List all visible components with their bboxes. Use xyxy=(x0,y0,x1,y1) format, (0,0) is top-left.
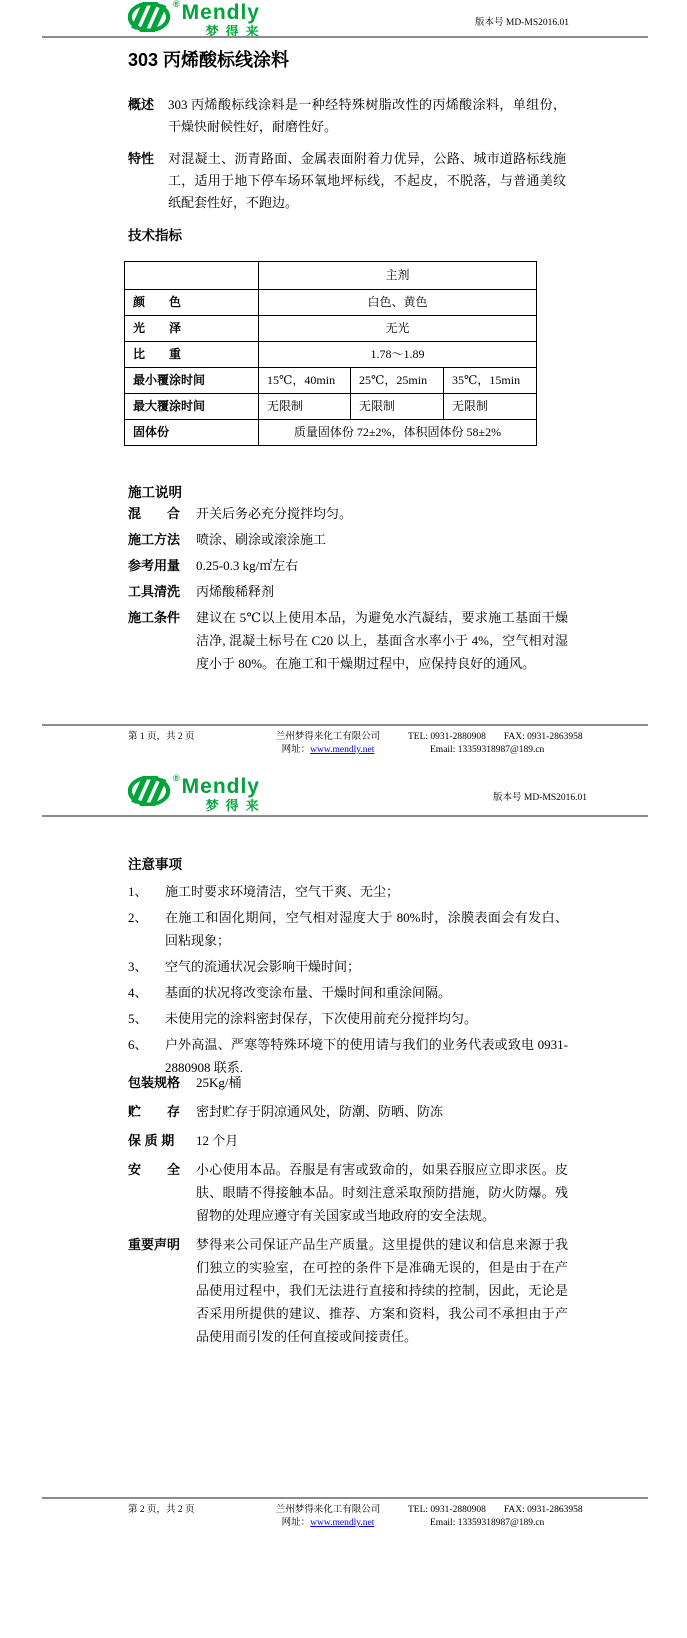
registered-trademark-icon: ® xyxy=(173,773,180,783)
list-item xyxy=(128,1007,568,1030)
feature-text: 对混凝土、沥青路面、金属表面附着力优异，公路、城市道路标线施工，适用于地下停车场环氧地坪标线，不起皮，不脱落，与普通美纹纸配套性好，不跑边。 xyxy=(168,151,566,210)
footer-row-page1 xyxy=(42,731,648,757)
mixing-text: 开关后务必充分搅拌均匀。 xyxy=(196,506,353,521)
spec-solids-label: 固体份 xyxy=(125,420,259,446)
registered-trademark-icon: ® xyxy=(173,0,180,9)
note-text: 施工时要求环境清洁，空气干爽、无尘； xyxy=(165,884,400,899)
footer-rule-page1 xyxy=(42,724,648,726)
list-item xyxy=(128,906,568,952)
dosage-text: 0.25-0.3 kg/㎡左右 xyxy=(196,558,299,573)
shelf-life-text: 12 个月 xyxy=(196,1133,239,1148)
footer-page1 xyxy=(42,724,648,757)
method-label: 施工方法 xyxy=(128,532,181,547)
footer-contact-block xyxy=(398,731,648,757)
method-text: 喷涂、刷涂或滚涂施工 xyxy=(196,532,327,547)
notes-list xyxy=(128,880,568,1082)
spec-min-recoat-25c: 25℃，25min xyxy=(351,368,444,394)
company-name: 兰州梦得来化工有限公司 xyxy=(275,1505,381,1515)
note-text: 户外高温、严寒等特殊环境下的使用请与我们的业务代表或致电 0931-2880908 联系. xyxy=(165,1037,568,1075)
note-text: 空气的流通状况会影响干燥时间； xyxy=(165,959,361,974)
brand-logo-text xyxy=(182,2,266,38)
spec-min-recoat-35c: 35℃，15min xyxy=(444,368,537,394)
footer-rule-page2 xyxy=(42,1497,648,1499)
list-item xyxy=(128,554,568,577)
dosage-label: 参考用量 xyxy=(128,558,181,573)
tech-spec-table xyxy=(124,261,537,446)
brand-name-cn: 梦得来 xyxy=(205,798,266,813)
website-label: 网址： xyxy=(281,745,311,755)
safety-text: 小心使用本品。吞服是有害或致命的，如果吞服应立即求医。皮肤、眼睛不得接触本品。时刻注意采取预防措施，防火防爆。残留物的处理应遵守有关国家或当地政府的安全法规。 xyxy=(196,1162,568,1223)
header-rule-page1 xyxy=(42,36,648,38)
spec-max-recoat-3: 无限制 xyxy=(444,394,537,420)
feature-label: 特性 xyxy=(128,151,155,166)
website-label: 网址： xyxy=(281,1518,311,1528)
website-line xyxy=(258,744,398,757)
list-item xyxy=(128,1233,568,1348)
note-number: 6、 xyxy=(128,1037,148,1052)
list-item xyxy=(128,880,568,903)
list-item xyxy=(128,1071,568,1094)
packaging-label: 包装规格 xyxy=(128,1075,181,1090)
website-link[interactable]: www.mendly.net xyxy=(310,745,375,755)
spec-empty-cell xyxy=(125,262,259,290)
spec-color-label: 颜 色 xyxy=(125,290,259,316)
list-item xyxy=(128,528,568,551)
version-label-page1: 版本号 MD-MS2016.01 xyxy=(475,18,569,28)
spec-gravity-label: 比 重 xyxy=(125,342,259,368)
note-number: 2、 xyxy=(128,910,148,925)
spec-color-value: 白色、黄色 xyxy=(259,290,537,316)
spec-gloss-value: 无光 xyxy=(259,316,537,342)
version-label-page2: 版本号 MD-MS2016.01 xyxy=(493,793,587,803)
page-number-page1: 第 1 页，共 2 页 xyxy=(128,732,195,742)
tech-heading: 技术指标 xyxy=(128,228,182,243)
footer-spacer xyxy=(42,1504,128,1530)
fax-value: FAX: 0931-2863958 xyxy=(503,1505,583,1515)
tool-clean-text: 丙烯酸稀释剂 xyxy=(196,584,275,599)
brand-logo-page2 xyxy=(128,773,266,813)
website-link[interactable]: www.mendly.net xyxy=(310,1518,375,1528)
spec-max-recoat-2: 无限制 xyxy=(351,394,444,420)
spec-min-recoat-15c: 15℃，40min xyxy=(259,368,351,394)
email-value: Email: 13359318987@189.cn xyxy=(430,745,545,755)
spec-max-recoat-label: 最大覆涂时间 xyxy=(125,394,259,420)
tel-fax-line xyxy=(408,1504,648,1517)
list-item xyxy=(128,502,568,525)
tel-value: TEL: 0931-2880908 xyxy=(408,732,486,742)
construction-heading: 施工说明 xyxy=(128,485,182,500)
note-text: 在施工和固化期间，空气相对湿度大于 80%时，涂膜表面会有发白、回粘现象； xyxy=(165,910,568,948)
packaging-text: 25Kg/桶 xyxy=(196,1075,242,1090)
product-title: 303 丙烯酸标线涂料 xyxy=(128,50,290,70)
footer-contact-block xyxy=(398,1504,648,1530)
brand-name-en: Mendly xyxy=(181,775,260,798)
mixing-label: 混 合 xyxy=(128,506,181,521)
note-number: 3、 xyxy=(128,959,148,974)
note-text: 未使用完的涂料密封保存，下次使用前充分搅拌均匀。 xyxy=(165,1011,478,1026)
storage-label: 贮 存 xyxy=(128,1104,181,1119)
footer-company-block xyxy=(258,1504,398,1530)
feature-section xyxy=(128,148,566,214)
brand-name-en: Mendly xyxy=(181,1,260,24)
website-line xyxy=(258,1517,398,1530)
table-row xyxy=(125,420,537,446)
spec-max-recoat-1: 无限制 xyxy=(259,394,351,420)
table-row xyxy=(125,316,537,342)
tool-clean-label: 工具清洗 xyxy=(128,584,181,599)
footer-spacer xyxy=(42,731,128,757)
list-item xyxy=(128,955,568,978)
construction-items xyxy=(128,502,568,678)
table-row xyxy=(125,342,537,368)
table-row xyxy=(125,290,537,316)
company-name: 兰州梦得来化工有限公司 xyxy=(275,732,381,742)
footer-company-block xyxy=(258,731,398,757)
note-number: 5、 xyxy=(128,1011,148,1026)
footer-page2 xyxy=(42,1497,648,1530)
list-item xyxy=(128,981,568,1004)
brand-logo-page1 xyxy=(128,2,266,38)
brand-logo-icon xyxy=(128,2,172,37)
tel-fax-line xyxy=(408,731,648,744)
shelf-life-label: 保 质 期 xyxy=(128,1133,175,1148)
email-value: Email: 13359318987@189.cn xyxy=(430,1518,545,1528)
spec-gravity-value: 1.78～1.89 xyxy=(259,342,537,368)
overview-text: 303 丙烯酸标线涂料是一种经特殊树脂改性的丙烯酸涂料，单组份，干燥快耐候性好，耐磨性好。 xyxy=(168,97,566,134)
page-number-page2: 第 2 页，共 2 页 xyxy=(128,1505,195,1515)
note-number: 4、 xyxy=(128,985,148,1000)
list-item xyxy=(128,1129,568,1152)
spec-gloss-label: 光 泽 xyxy=(125,316,259,342)
overview-label: 概述 xyxy=(128,97,155,112)
table-row xyxy=(125,262,537,290)
brand-logo-icon xyxy=(128,776,172,811)
footer-row-page2 xyxy=(42,1504,648,1530)
page2-items xyxy=(128,1071,568,1351)
note-text: 基面的状况将改变涂布量、干燥时间和重涂间隔。 xyxy=(165,985,452,1000)
brand-name-cn: 梦得来 xyxy=(205,24,266,39)
tel-value: TEL: 0931-2880908 xyxy=(408,1505,486,1515)
list-item xyxy=(128,606,568,675)
list-item xyxy=(128,1100,568,1123)
header-rule-page2 xyxy=(42,815,648,817)
table-row xyxy=(125,394,537,420)
storage-text: 密封贮存于阴凉通风处，防潮、防晒、防冻 xyxy=(196,1104,444,1119)
spec-min-recoat-label: 最小覆涂时间 xyxy=(125,368,259,394)
note-number: 1、 xyxy=(128,884,148,899)
list-item xyxy=(128,1158,568,1227)
notes-heading: 注意事项 xyxy=(128,857,182,872)
spec-main-header: 主剂 xyxy=(259,262,537,290)
overview-section xyxy=(128,94,566,138)
brand-logo-text xyxy=(182,776,266,812)
disclaimer-text: 梦得来公司保证产品生产质量。这里提供的建议和信息来源于我们独立的实验室，在可控的条件下是准确无误的，但是由于在产品使用过程中，我们无法进行直接和持续的控制，因此，无论是否采用所提供的建议、推荐、方案和资料，我公司不承担由于产品使用而引发的任何直接或间接责任。 xyxy=(196,1237,568,1344)
table-row xyxy=(125,368,537,394)
safety-label: 安 全 xyxy=(128,1162,181,1177)
list-item xyxy=(128,580,568,603)
spec-solids-value: 质量固体份 72±2%，体积固体份 58±2% xyxy=(259,420,537,446)
disclaimer-label: 重要声明 xyxy=(128,1237,181,1252)
fax-value: FAX: 0931-2863958 xyxy=(503,732,583,742)
condition-text: 建议在 5℃以上使用本品，为避免水汽凝结，要求施工基面干燥洁净, 混凝土标号在 C20 以上，基面含水率小于 4%，空气相对湿度小于 80%。在施工和干燥期过程中，应保持良好的通风。 xyxy=(196,610,568,671)
condition-label: 施工条件 xyxy=(128,610,181,625)
